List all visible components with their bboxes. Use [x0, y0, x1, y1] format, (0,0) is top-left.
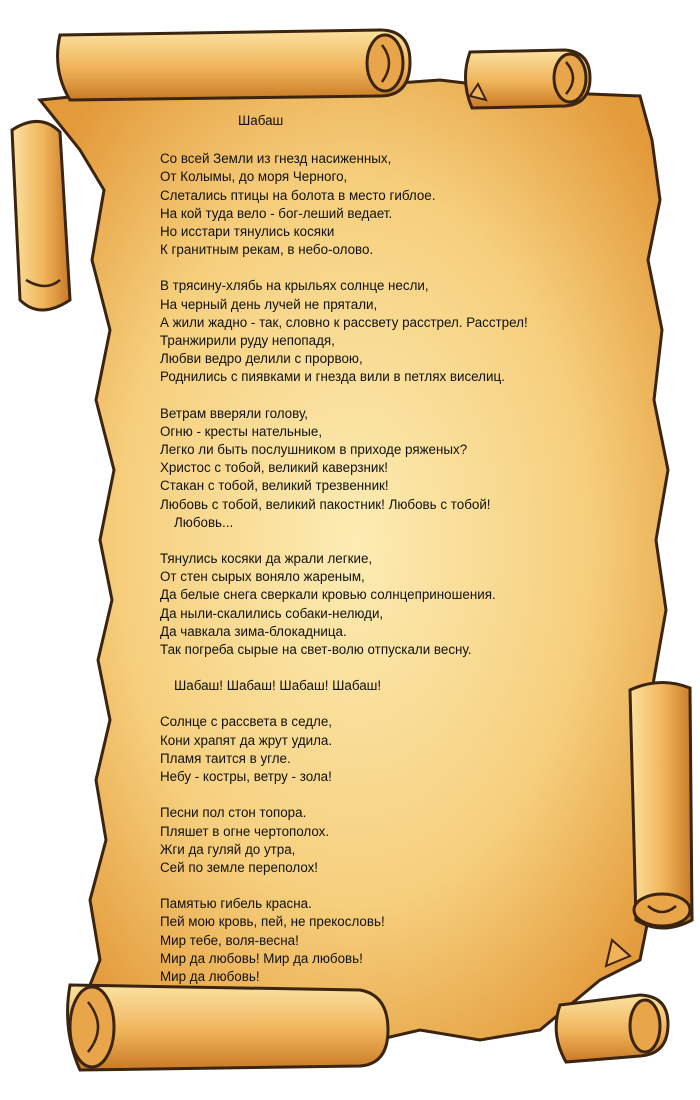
poem-line: Но исстари тянулись косяки — [160, 224, 335, 240]
poem-line: Роднились с пиявками и гнезда вили в петлях виселиц. — [160, 369, 505, 385]
poem-line: Тянулись косяки да жрали легкие, — [160, 551, 373, 567]
poem-stanza — [160, 277, 630, 386]
poem-line: Любви ведро делили с прорвою, — [160, 351, 363, 367]
poem-line: На черный день лучей не прятали, — [160, 296, 378, 312]
poem-stanzas — [160, 150, 630, 986]
poem-line: Легко ли быть послушником в приходе ряженых? — [160, 442, 468, 458]
poem-line: Мир да любовь! — [160, 968, 260, 984]
poem-line: Да белые снега сверкали кровью солнцеприношения. — [160, 587, 496, 603]
poem-line: Пламя таится в угле. — [160, 750, 291, 766]
poem-line: Со всей Земли из гнезд насиженных, — [160, 151, 392, 167]
poem-text — [160, 112, 630, 1004]
poem-line: Пей мою кровь, пей, не прекословь! — [160, 914, 385, 930]
poem-line: Пляшет в огне чертополох. — [160, 823, 330, 839]
scroll-roll-top-left — [58, 30, 410, 100]
poem-line: От стен сырых воняло жареным, — [160, 569, 365, 585]
scroll-curl-left — [12, 121, 70, 310]
poem-line: На кой туда вело - бог-леший ведает. — [160, 205, 393, 221]
poem-stanza — [160, 713, 630, 786]
poem-stanza — [160, 804, 630, 877]
poem-line: К гранитным рекам, в небо-олово. — [160, 242, 374, 258]
poem-line: Да ныли-скалились собаки-нелюди, — [160, 605, 384, 621]
poem-line: Так погреба сырые на свет-волю отпускали весну. — [160, 642, 472, 658]
poem-stanza — [160, 150, 630, 259]
poem-line: А жили жадно - так, словно к рассвету расстрел. Расстрел! — [160, 314, 528, 330]
poem-line: Памятью гибель красна. — [160, 896, 312, 912]
poem-stanza — [160, 895, 630, 986]
poem-line: Песни пол стон топора. — [160, 805, 307, 821]
poem-line: Небу - костры, ветру - зола! — [160, 769, 332, 785]
poem-stanza — [160, 405, 630, 532]
poem-stanza — [160, 677, 630, 695]
poem-line: Кони храпят да жрут удила. — [160, 732, 333, 748]
poem-line: Христос с тобой, великий каверзник! — [160, 460, 388, 476]
scroll-roll-right — [630, 682, 692, 928]
poem-line: Слетались птицы на болота в место гиблое. — [160, 187, 436, 203]
poem-line: Жги да гуляй до утра, — [160, 841, 296, 857]
poem-line: Транжирили руду непопадя, — [160, 333, 335, 349]
poem-line: От Колымы, до моря Черного, — [160, 169, 348, 185]
poem-line: Мир тебе, воля-весна! — [160, 932, 299, 948]
poem-line: Ветрам вверяли голову, — [160, 405, 309, 421]
poem-stanza — [160, 550, 630, 659]
poem-line: Огню - кресты нательные, — [160, 423, 323, 439]
poem-refrain: Шабаш! Шабаш! Шабаш! Шабаш! — [174, 678, 382, 694]
poem-line: Мир да любовь! Мир да любовь! — [160, 950, 363, 966]
poem-title: Шабаш — [238, 113, 284, 128]
poem-line: В трясину-хлябь на крыльях солнце несли, — [160, 278, 429, 294]
poem-line: Любовь с тобой, великий пакостник! Любовь с тобой! — [160, 496, 491, 512]
poem-line: Сей по земле переполох! — [160, 859, 319, 875]
poem-line: Любовь... — [174, 514, 234, 530]
poem-line: Да чавкала зима-блокадница. — [160, 623, 347, 639]
poem-line: Стакан с тобой, великий трезвенник! — [160, 478, 389, 494]
poem-line: Солнце с рассвета в седле, — [160, 714, 333, 730]
